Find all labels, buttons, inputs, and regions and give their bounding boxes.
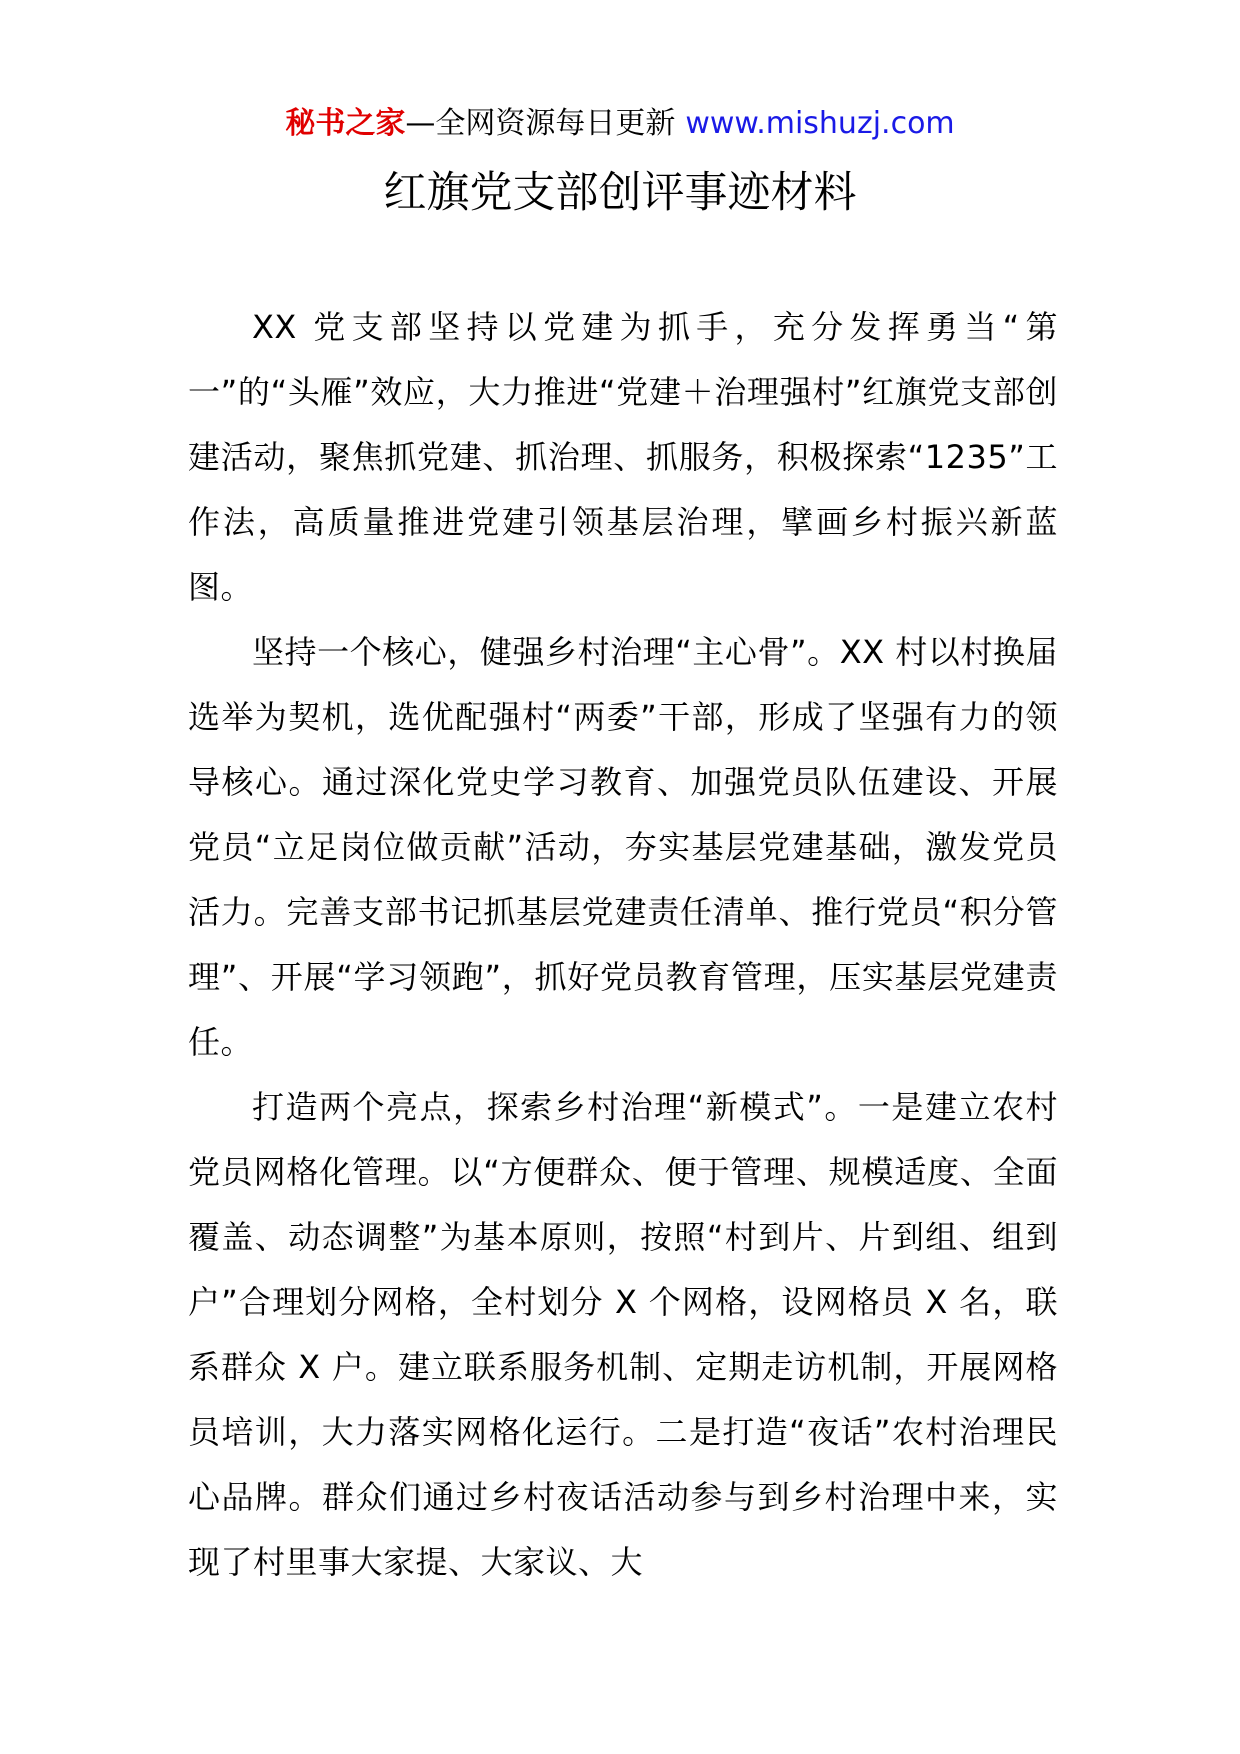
paragraph: 打造两个亮点，探索乡村治理“新模式”。一是建立农村党员网格化管理。以“方便群众、便于管理、规模适度、全面覆盖、动态调整”为基本原则，按照“村到片、片到组、组到户”合理划分网格，全村划分 X 个网格，设网格员 X 名，联系群众 X 户。建立联系服务机制、定期走访机制，开展网格员培训，大力落实网格化运行。二是打造“夜话”农村治理民心品牌。群众们通过乡村夜话活动参与到乡村治理中来，实现了村里事大家提、大家议、大 xyxy=(188,1088,1058,1581)
document-body xyxy=(188,295,1058,1595)
site-url-link[interactable]: www.mishuzj.com xyxy=(685,106,955,141)
site-brand: 秘书之家 xyxy=(285,106,406,141)
document-title: 红旗党支部创评事迹材料 xyxy=(383,168,857,218)
paragraph: 坚持一个核心，健强乡村治理“主心骨”。XX 村以村换届选举为契机，选优配强村“两委”干部，形成了坚强有力的领导核心。通过深化党史学习教育、加强党员队伍建设、开展党员“立足岗位做贡献”活动，夯实基层党建基础，激发党员活力。完善支部书记抓基层党建责任清单、推行党员“积分管理”、开展“学习领跑”，抓好党员教育管理，压实基层党建责任。 xyxy=(188,633,1058,1061)
site-tagline: —全网资源每日更新 xyxy=(405,106,676,141)
paragraph: XX 党支部坚持以党建为抓手，充分发挥勇当“第一”的“头雁”效应，大力推进“党建＋治理强村”红旗党支部创建活动，聚焦抓党建、抓治理、抓服务，积极探索“1235”工作法，高质量推进党建引领基层治理，擘画乡村振兴新蓝图。 xyxy=(188,308,1058,606)
site-header xyxy=(0,104,1240,144)
